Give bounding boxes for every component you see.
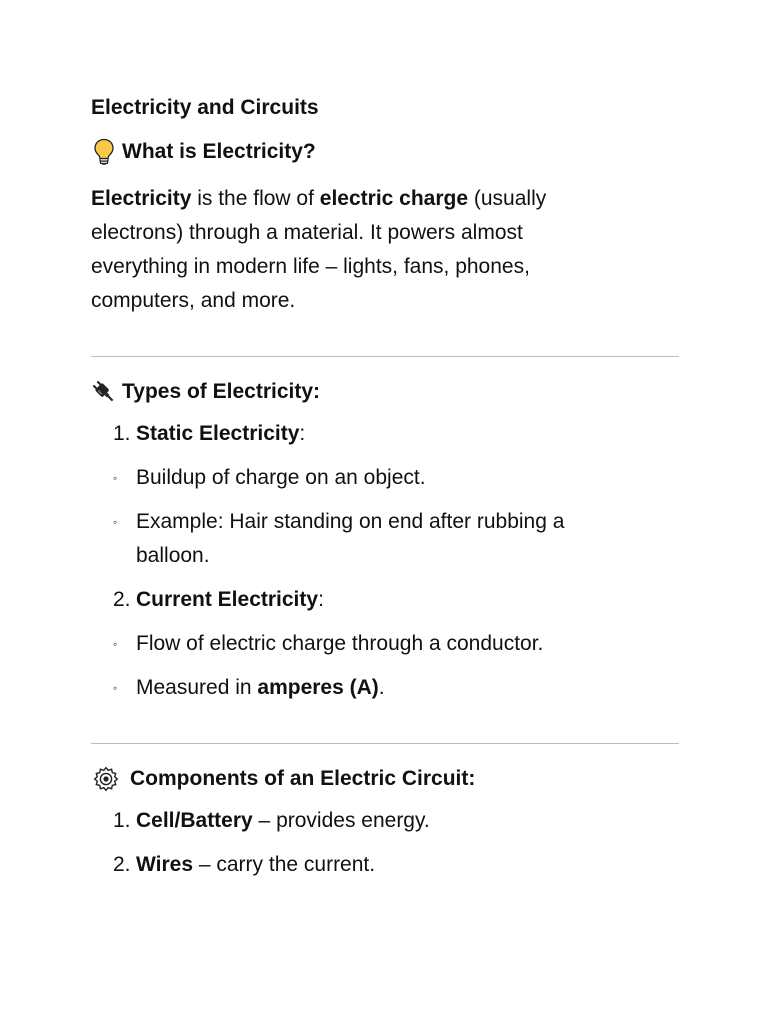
list-item [91, 804, 679, 838]
para-text: is the flow of [191, 187, 320, 210]
term-electricity: Electricity [91, 187, 192, 210]
list-number: 1. [113, 422, 131, 445]
bullet-text: Buildup of charge on an object. [136, 466, 426, 489]
component-description: – provides energy. [252, 809, 430, 832]
type-suffix: : [318, 588, 324, 611]
lightbulb-icon [91, 138, 117, 166]
list-item [91, 848, 679, 882]
current-electricity-bullets [91, 627, 679, 705]
list-number: 1. [113, 809, 131, 832]
section-heading-components [91, 764, 679, 794]
para-text: (usually [468, 187, 547, 210]
intro-paragraph [91, 182, 679, 318]
section-heading-types-of-electricity [91, 377, 679, 407]
gear-icon [91, 765, 121, 793]
bullet-item [91, 671, 679, 705]
component-description: – carry the current. [193, 853, 376, 876]
list-item [91, 417, 679, 451]
type-label: Current Electricity [136, 588, 319, 611]
para-text: computers, and more. [91, 289, 296, 312]
bullet-text: Measured in [136, 676, 258, 699]
bullet-text: Example: Hair standing on end after rubbing a [136, 510, 565, 533]
bullet-text: Flow of electric charge through a conductor. [136, 632, 544, 655]
bullet-text: balloon. [136, 544, 210, 567]
static-electricity-bullets [91, 461, 679, 573]
type-label: Static Electricity [136, 422, 300, 445]
section-heading-text: What is Electricity? [122, 140, 316, 163]
components-list [91, 804, 679, 882]
bullet-glyph: ◦ [113, 637, 118, 651]
document-content [91, 93, 679, 882]
component-label: Cell/Battery [136, 809, 253, 832]
type-suffix: : [299, 422, 306, 445]
plug-icon [91, 378, 117, 406]
unit-amperes: amperes (A) [257, 676, 379, 699]
para-text: electrons) through a material. It powers almost [91, 221, 523, 244]
bullet-item [91, 627, 679, 661]
list-number: 2. [113, 588, 131, 611]
types-list-continued [91, 583, 679, 617]
para-text: everything in modern life – lights, fans, phones, [91, 255, 530, 278]
section-heading-text: Components of an Electric Circuit: [130, 767, 476, 790]
list-item [91, 583, 679, 617]
types-list [91, 417, 679, 451]
bullet-text: . [378, 676, 385, 699]
section-heading-text: Types of Electricity: [122, 380, 321, 403]
bullet-glyph: ◦ [113, 471, 118, 485]
section-heading-what-is-electricity [91, 137, 679, 167]
list-number: 2. [113, 853, 131, 876]
document-title: Electricity and Circuits [91, 96, 319, 119]
bullet-glyph: ◦ [113, 681, 118, 695]
term-electric-charge: electric charge [319, 187, 469, 210]
component-label: Wires [136, 853, 194, 876]
bullet-item [91, 461, 679, 495]
bullet-item [91, 505, 679, 573]
bullet-glyph: ◦ [113, 515, 118, 529]
